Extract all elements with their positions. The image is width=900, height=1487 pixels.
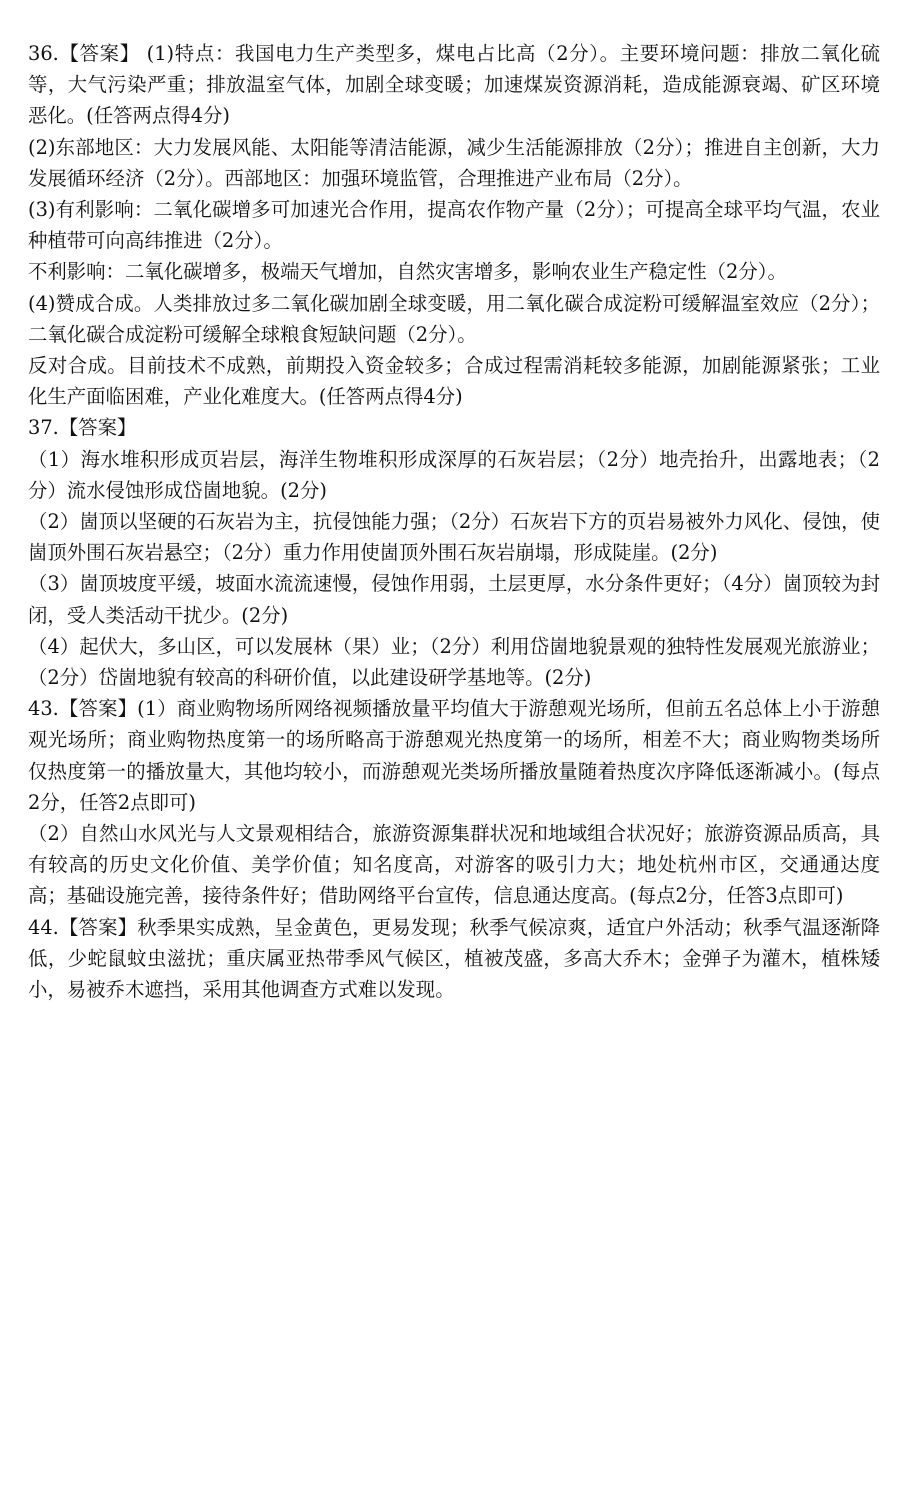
q37-answer-part3: （3）崮顶坡度平缓，坡面水流流速慢，侵蚀作用弱，土层更厚，水分条件更好；（4分）崮顶较为封闭，受人类活动干扰少。(2分) xyxy=(28,572,880,627)
q36-answer-part1: 36.【答案】 (1)特点：我国电力生产类型多，煤电占比高（2分）。主要环境问题：排放二氧化硫等，大气污染严重；排放温室气体，加剧全球变暖；加速煤炭资源消耗，造成能源衰竭、矿区环境恶化。(任答两点得4分) xyxy=(28,42,880,128)
q37-answer-part1: （1）海水堆积形成页岩层，海洋生物堆积形成深厚的石灰岩层；（2分）地壳抬升，出露地表；（2分）流水侵蚀形成岱崮地貌。(2分) xyxy=(28,447,880,502)
q36-answer-part2: (2)东部地区：大力发展风能、太阳能等清洁能源，减少生活能源排放（2分）；推进自主创新，大力发展循环经济（2分）。西部地区：加强环境监管，合理推进产业布局（2分）。 xyxy=(28,135,880,190)
q43-answer-part2: （2）自然山水风光与人文景观相结合，旅游资源集群状况和地域组合状况好；旅游资源品质高，具有较高的历史文化价值、美学价值；知名度高，对游客的吸引力大；地处杭州市区，交通通达度高；基础设施完善，接待条件好；借助网络平台宣传，信息通达度高。(每点2分，任答3点即可) xyxy=(28,822,880,908)
q44-answer: 44.【答案】秋季果实成熟，呈金黄色，更易发现；秋季气候凉爽，适宜户外活动；秋季气温逐渐降低，少蛇鼠蚊虫滋扰；重庆属亚热带季风气候区，植被茂盛，多高大乔木；金弹子为灌木，植株矮小，易被乔木遮挡，采用其他调查方式难以发现。 xyxy=(28,915,880,1002)
q36-answer-part3-unfavorable: 不利影响：二氧化碳增多，极端天气增加，自然灾害增多，影响农业生产稳定性（2分）。 xyxy=(28,260,787,284)
answer-document xyxy=(28,38,880,1005)
q36-answer-part4-support: (4)赞成合成。人类排放过多二氧化碳加剧全球变暖，用二氧化碳合成淀粉可缓解温室效应（2分）；二氧化碳合成淀粉可缓解全球粮食短缺问题（2分）。 xyxy=(28,291,880,346)
q37-answer-part2: （2）崮顶以坚硬的石灰岩为主，抗侵蚀能力强；（2分）石灰岩下方的页岩易被外力风化、侵蚀，使崮顶外围石灰岩悬空；（2分）重力作用使崮顶外围石灰岩崩塌，形成陡崖。(2分) xyxy=(28,510,880,565)
q36-answer-part4-oppose: 反对合成。目前技术不成熟，前期投入资金较多；合成过程需消耗较多能源，加剧能源紧张；工业化生产面临困难，产业化难度大。(任答两点得4分) xyxy=(28,354,880,409)
q43-answer-part1: 43.【答案】(1）商业购物场所网络视频播放量平均值大于游憩观光场所，但前五名总体上小于游憩观光场所；商业购物热度第一的场所略高于游憩观光热度第一的场所，相差不大；商业购物类场所仅热度第一的播放量大，其他均较小，而游憩观光类场所播放量随着热度次序降低逐渐减小。(每点2分，任答2点即可) xyxy=(28,697,880,814)
q36-answer-part3-favorable: (3)有利影响：二氧化碳增多可加速光合作用，提高农作物产量（2分）；可提高全球平均气温，农业种植带可向高纬推进（2分）。 xyxy=(28,198,880,253)
q37-answer-part4: （4）起伏大，多山区，可以发展林（果）业；（2分）利用岱崮地貌景观的独特性发展观光旅游业；（2分）岱崮地貌有较高的科研价值，以此建设研学基地等。(2分) xyxy=(28,634,880,690)
q37-heading: 37.【答案】 xyxy=(28,416,137,440)
